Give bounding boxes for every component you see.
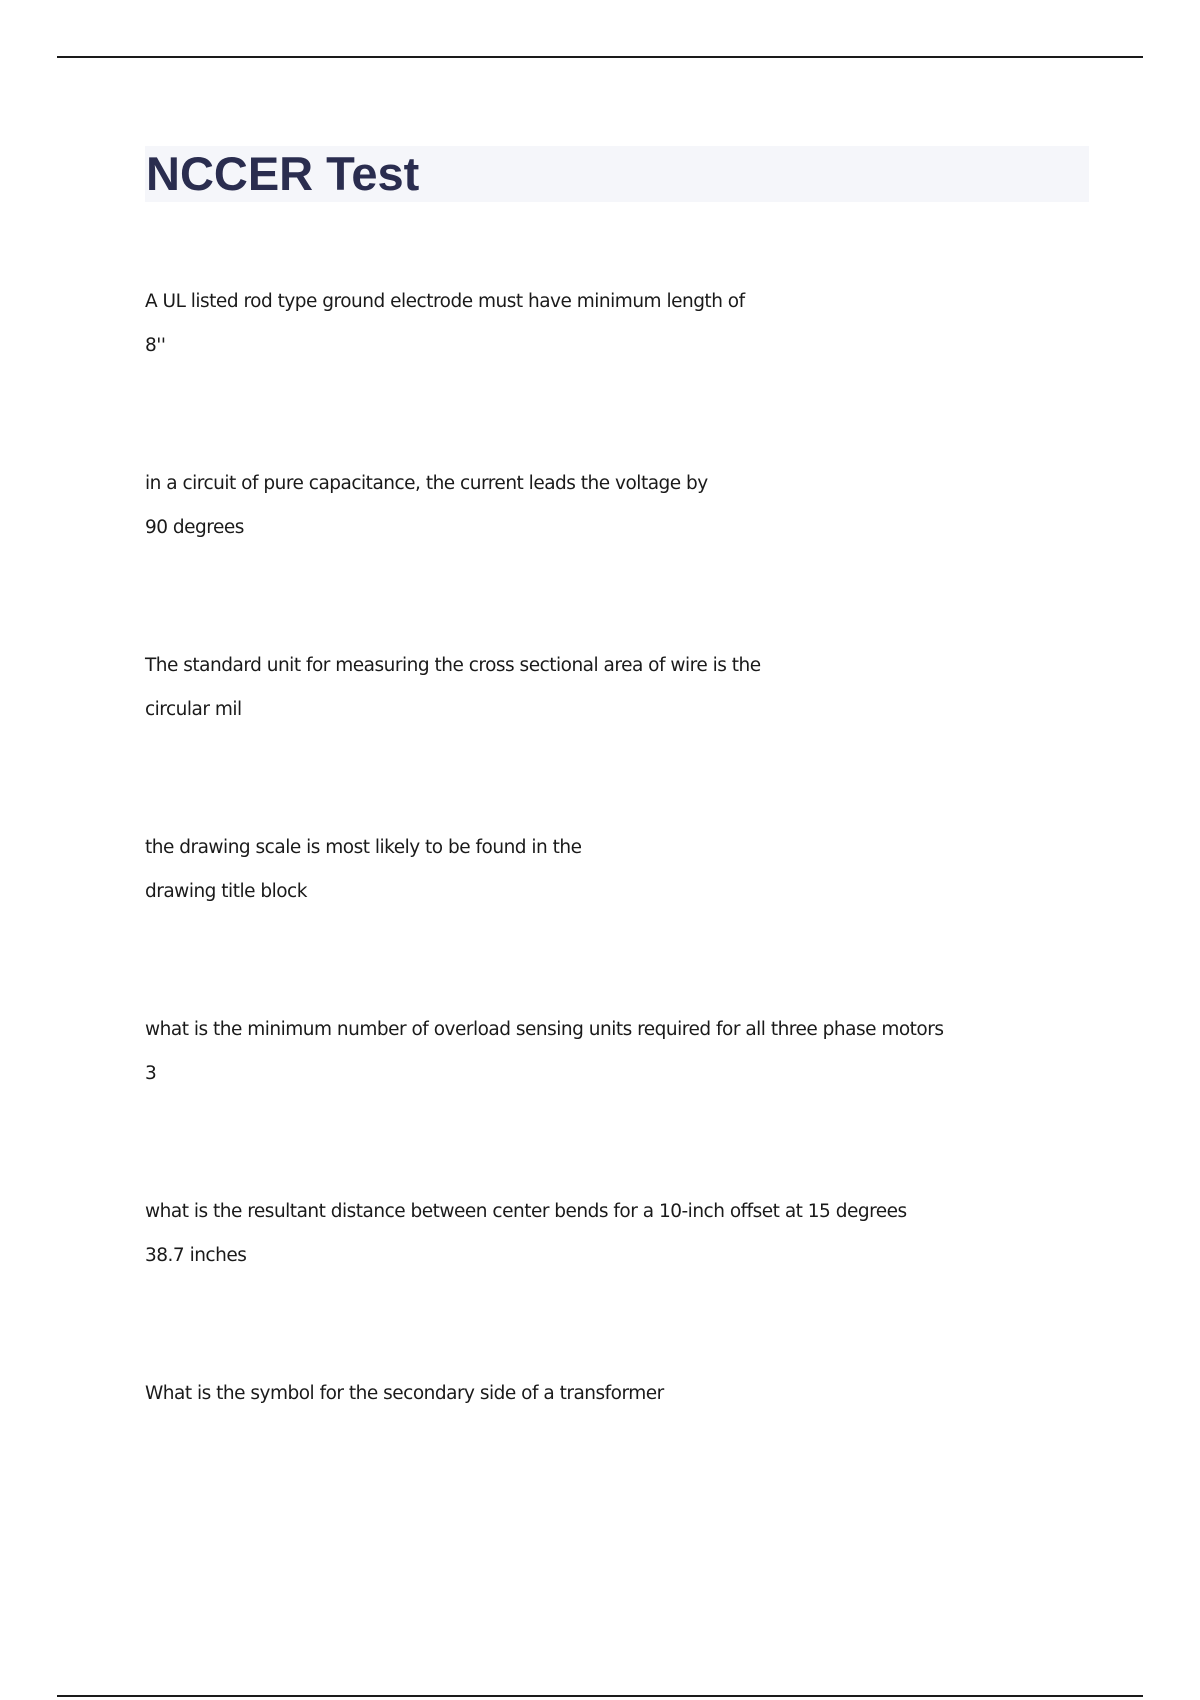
qa-item xyxy=(145,472,1105,654)
page-title: NCCER Test xyxy=(146,147,420,200)
question-text: the drawing scale is most likely to be found in the xyxy=(145,837,582,858)
question-text: What is the symbol for the secondary side of a transformer xyxy=(145,1383,664,1404)
answer-text: 38.7 inches xyxy=(145,1245,247,1266)
header-rule xyxy=(57,56,1143,58)
question-text: A UL listed rod type ground electrode must have minimum length of xyxy=(145,291,745,312)
answer-text: circular mil xyxy=(145,699,242,720)
qa-item xyxy=(145,654,1105,836)
answer-text: 3 xyxy=(145,1063,157,1084)
qa-item xyxy=(145,836,1105,1018)
qa-list xyxy=(145,290,1105,1564)
answer-text: drawing title block xyxy=(145,881,307,902)
answer-text: 8'' xyxy=(145,335,166,356)
qa-item xyxy=(145,1382,1105,1564)
question-text: what is the minimum number of overload sensing units required for all three phase motors xyxy=(145,1019,944,1040)
footer-rule xyxy=(57,1695,1143,1697)
qa-item xyxy=(145,290,1105,472)
qa-item xyxy=(145,1018,1105,1200)
question-text: The standard unit for measuring the cross sectional area of wire is the xyxy=(145,655,761,676)
question-text: in a circuit of pure capacitance, the current leads the voltage by xyxy=(145,473,708,494)
qa-item xyxy=(145,1200,1105,1382)
question-text: what is the resultant distance between center bends for a 10-inch offset at 15 degrees xyxy=(145,1201,907,1222)
answer-text: 90 degrees xyxy=(145,517,244,538)
